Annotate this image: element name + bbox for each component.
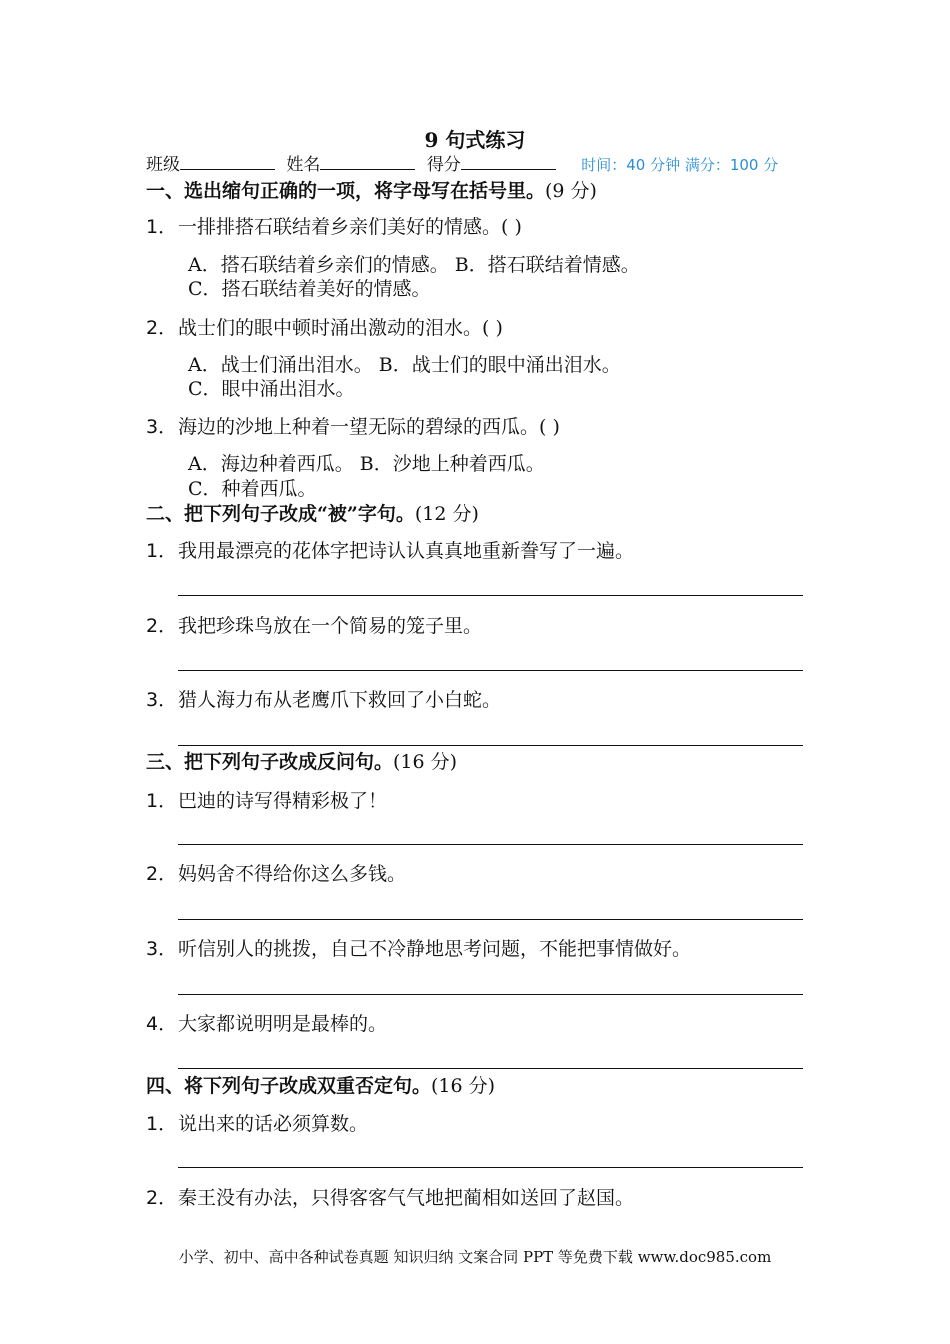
score-label: 得分 (426, 155, 461, 175)
answer-line[interactable] (178, 919, 803, 920)
option-line: A．战士们涌出泪水。 B．战士们的眼中涌出泪水。 (188, 354, 621, 376)
question: 2．妈妈舍不得给你这么多钱。 (146, 863, 407, 885)
section-1-heading: 一、选出缩句正确的一项，将字母写在括号里。(9 分) (146, 180, 597, 202)
name-label: 姓名 (286, 155, 321, 175)
question: 1．我用最漂亮的花体字把诗认认真真地重新誊写了一遍。 (146, 540, 635, 562)
footer-text: 小学、初中、高中各种试卷真题 知识归纳 文案合同 PPT 等免费下载 www.doc985.com (178, 1248, 772, 1266)
exam-meta: 时间：40 分钟 满分：100 分 (581, 156, 779, 174)
question: 1．说出来的话必须算数。 (146, 1113, 369, 1135)
section-3-heading: 三、把下列句子改成反问句。(16 分) (146, 751, 458, 773)
score-blank[interactable] (461, 153, 556, 170)
answer-line[interactable] (178, 1167, 803, 1168)
answer-line[interactable] (178, 994, 803, 995)
option-line: C．搭石联结着美好的情感。 (188, 278, 431, 300)
question: 2．秦王没有办法，只得客客气气地把蔺相如送回了赵国。 (146, 1187, 635, 1209)
page-title: 9 句式练习 (424, 128, 526, 152)
name-blank[interactable] (320, 153, 415, 170)
student-info-line (146, 150, 778, 175)
answer-line[interactable] (178, 1068, 803, 1069)
question: 3．海边的沙地上种着一望无际的碧绿的西瓜。( ) (146, 416, 560, 438)
class-blank[interactable] (180, 153, 275, 170)
question: 3．猎人海力布从老鹰爪下救回了小白蛇。 (146, 689, 502, 711)
option-line: C．种着西瓜。 (188, 478, 317, 500)
question: 1．一排排搭石联结着乡亲们美好的情感。( ) (146, 216, 522, 238)
option-line: A．海边种着西瓜。 B．沙地上种着西瓜。 (188, 453, 545, 475)
question: 2．战士们的眼中顿时涌出激动的泪水。( ) (146, 317, 503, 339)
answer-line[interactable] (178, 595, 803, 596)
question: 2．我把珍珠鸟放在一个简易的笼子里。 (146, 615, 483, 637)
class-label: 班级 (146, 155, 180, 175)
answer-line[interactable] (178, 670, 803, 671)
answer-line[interactable] (178, 844, 803, 845)
question: 4．大家都说明明是最棒的。 (146, 1013, 388, 1035)
answer-line[interactable] (178, 745, 803, 746)
section-4-heading: 四、将下列句子改成双重否定句。(16 分) (146, 1075, 496, 1097)
option-line: C．眼中涌出泪水。 (188, 378, 355, 400)
question: 1．巴迪的诗写得精彩极了！ (146, 790, 388, 812)
option-line: A．搭石联结着乡亲们的情感。 B．搭石联结着情感。 (188, 254, 640, 276)
question: 3．听信别人的挑拨，自己不冷静地思考问题，不能把事情做好。 (146, 938, 692, 960)
section-2-heading: 二、把下列句子改成“被”字句。(12 分) (146, 503, 479, 525)
